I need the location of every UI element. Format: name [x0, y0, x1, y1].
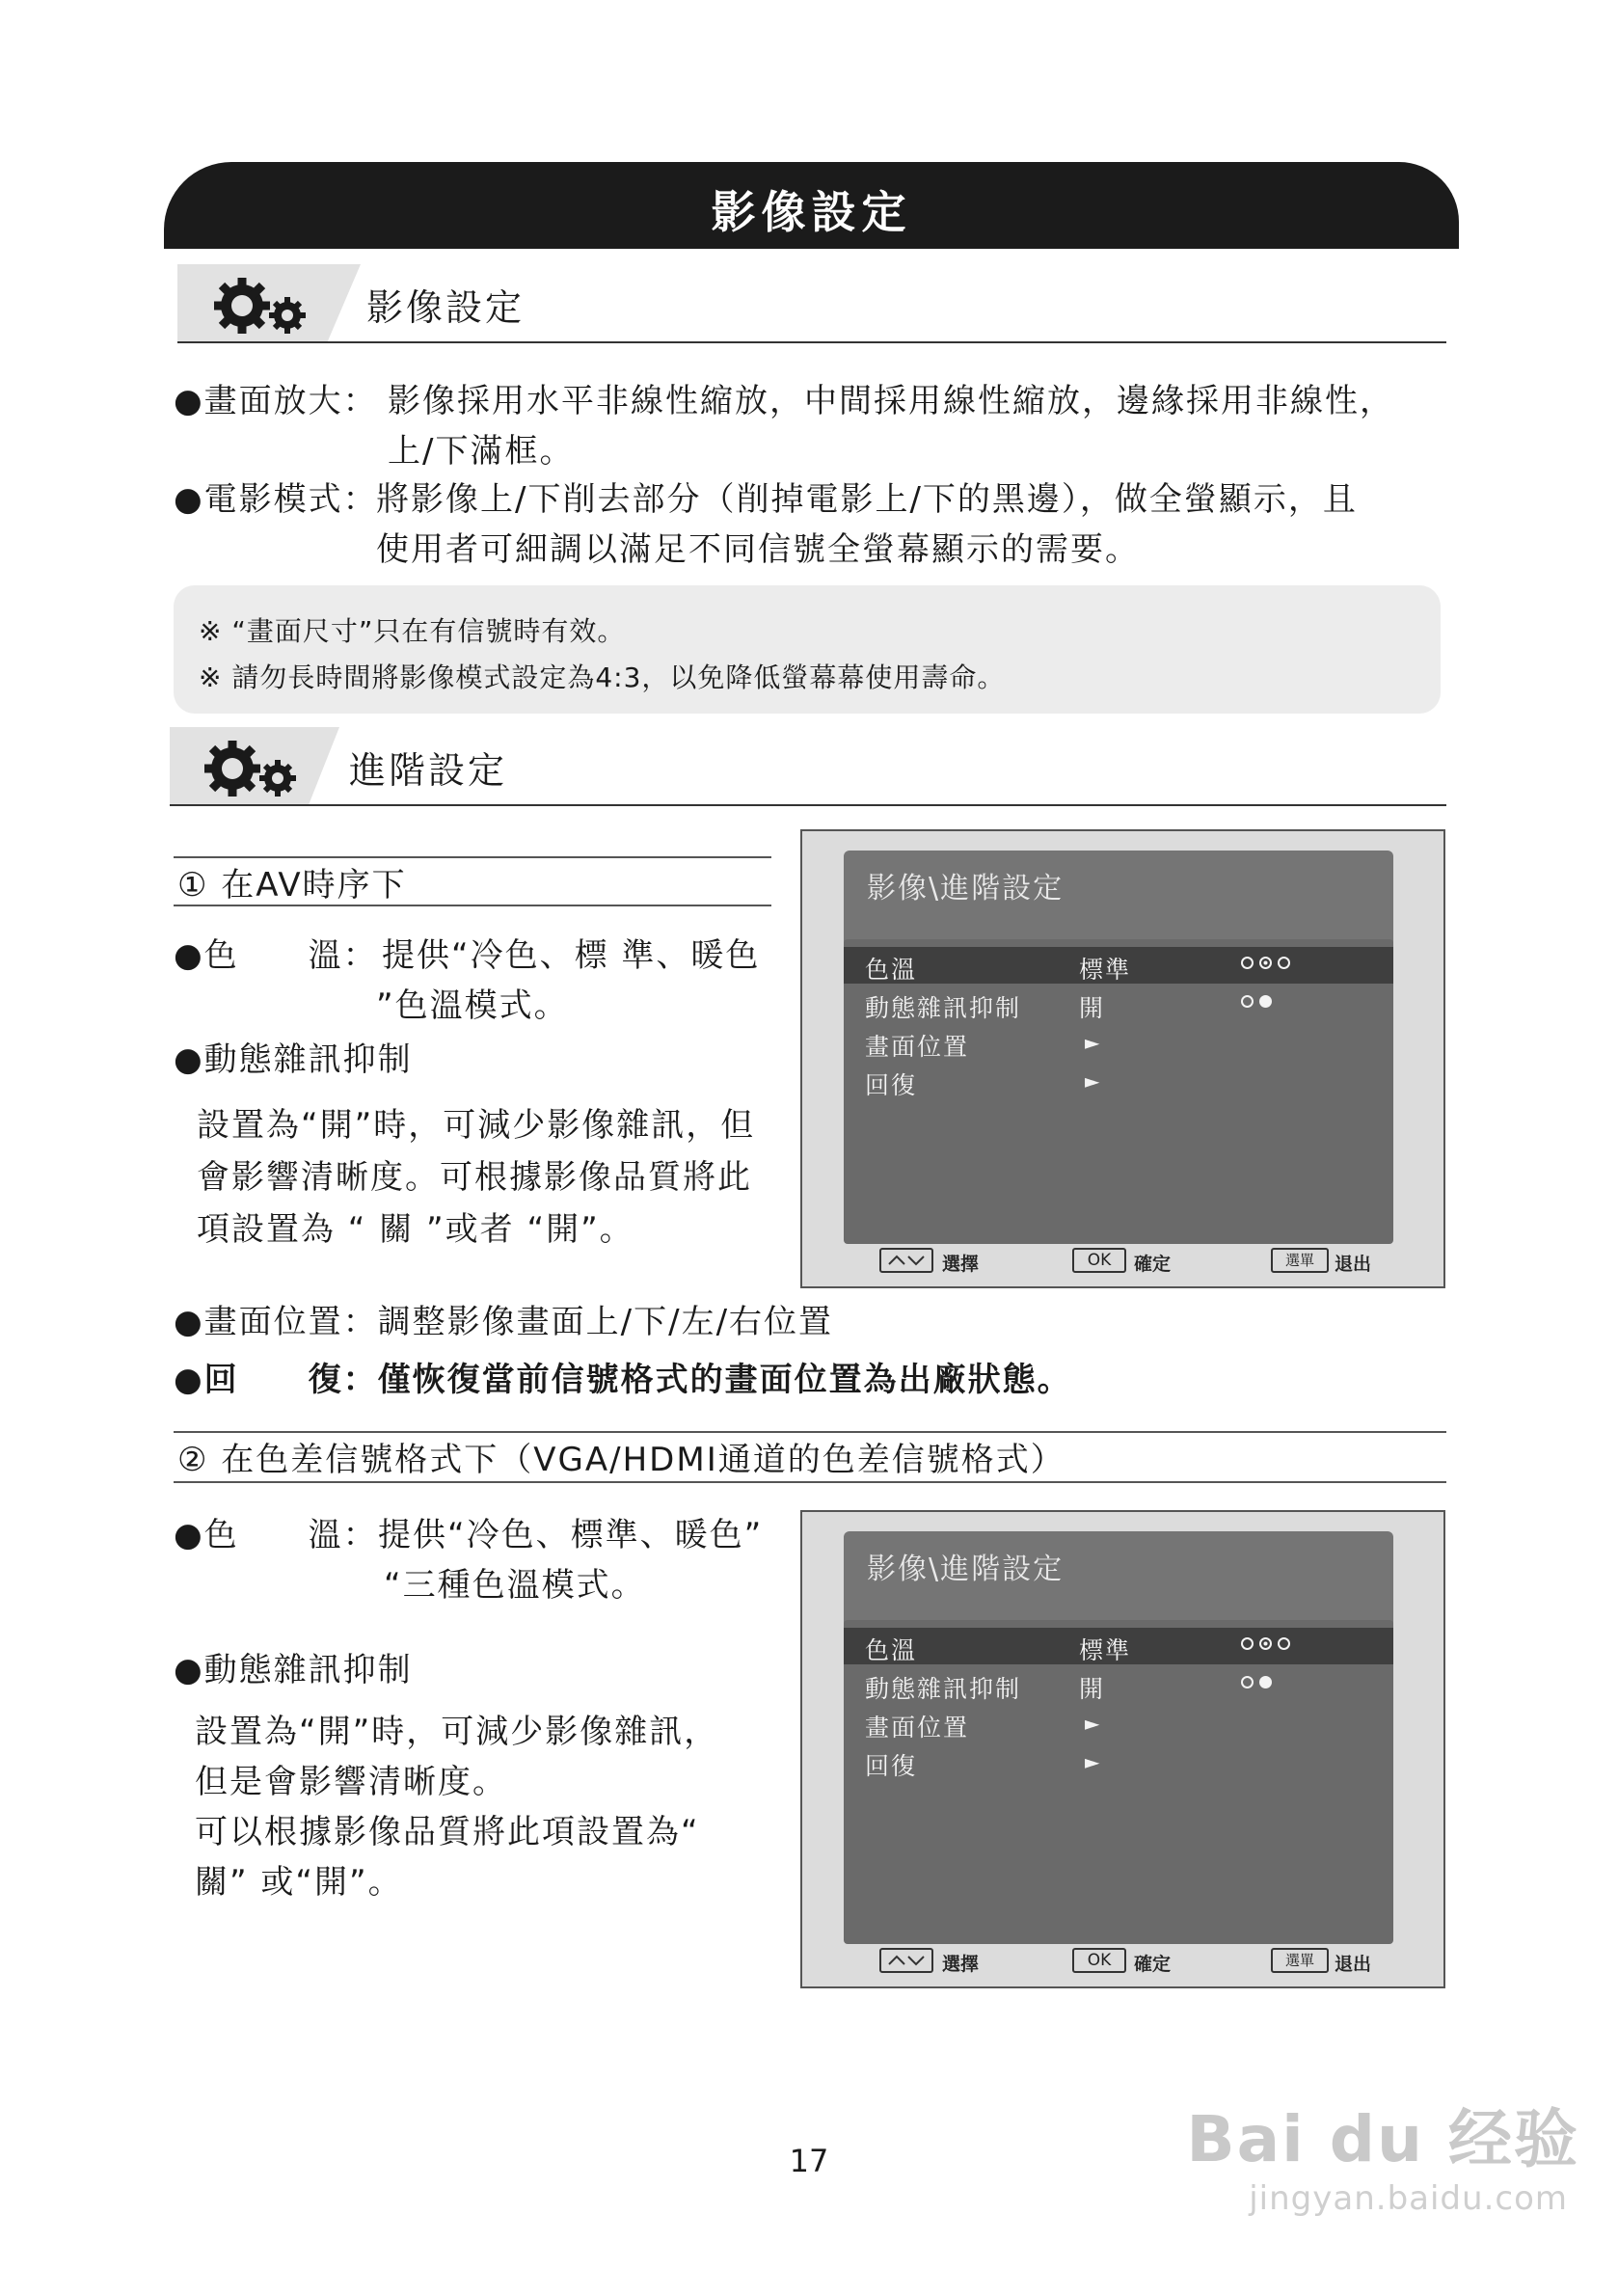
option-indicator: [1241, 1676, 1272, 1688]
osd-row-value: 開: [1079, 994, 1106, 1022]
footer-confirm-label: 確定: [1134, 1254, 1172, 1275]
osd-screenshot-component: [800, 1510, 1445, 1988]
osd-menu: [844, 1531, 1393, 1944]
dnr-line: 但是會影響清晰度。: [195, 1763, 507, 1801]
osd-row-position[interactable]: [844, 1024, 1393, 1061]
color-temp-label: ●色 溫：: [174, 1516, 378, 1554]
section-divider: [170, 804, 1446, 806]
divider: [174, 905, 771, 906]
page-banner: [164, 162, 1459, 249]
position-item: ●畫面位置：調整影像畫面上/下/左/右位置: [174, 1303, 834, 1341]
watermark-url: jingyan.baidu.com: [1249, 2179, 1568, 2218]
dnr-line: 關” 或“開”。: [195, 1863, 403, 1902]
osd-row-color-temp[interactable]: [844, 947, 1393, 984]
osd-row-position[interactable]: [844, 1705, 1393, 1742]
menu-key: 選單: [1271, 1248, 1329, 1273]
color-temp-line1: 提供“冷色、標 準、暖色: [382, 936, 761, 975]
footer-exit-label: 退出: [1335, 1954, 1372, 1975]
osd-title: 影像\進階設定: [867, 1553, 1065, 1586]
osd-footer: [802, 1248, 1443, 1277]
osd-title: 影像\進階設定: [867, 872, 1065, 905]
arrow-right-icon: ►: [1085, 1712, 1102, 1735]
color-temp-line1: 提供“冷色、標準、暖色”: [378, 1516, 764, 1554]
item-movie-line1: 將影像上/下削去部分（削掉電影上/下的黑邊），做全螢顯示，且: [376, 480, 1358, 519]
osd-row-dnr[interactable]: [844, 1666, 1393, 1703]
color-temp-label: ●色 溫：: [174, 936, 378, 975]
osd-menu: [844, 851, 1393, 1244]
watermark-logo: Bai du 经验: [1186, 2102, 1579, 2176]
osd-screenshot-av: [800, 829, 1445, 1288]
note-box: [174, 585, 1441, 714]
osd-row-name: 動態雜訊抑制: [865, 1675, 1022, 1703]
arrow-right-icon: ►: [1085, 1069, 1102, 1093]
gear-icon: [208, 272, 324, 339]
page-title: 影像設定: [711, 186, 912, 238]
ok-key: OK: [1072, 1948, 1126, 1973]
color-temp-line2: “三種色溫模式。: [384, 1566, 646, 1605]
dnr-line: 設置為“開”時，可減少影像雜訊，: [195, 1713, 719, 1751]
section-title: 進階設定: [349, 749, 508, 792]
footer-select-label: 選擇: [942, 1954, 980, 1975]
osd-row-name: 畫面位置: [865, 1033, 970, 1061]
section-header-image-settings: [177, 264, 1446, 343]
menu-key: 選單: [1271, 1948, 1329, 1973]
reset-item: ●回 復：僅恢復當前信號格式的畫面位置為出廠狀態。: [174, 1361, 1072, 1399]
osd-panel: [844, 939, 1393, 1244]
dnr-label: ●動態雜訊抑制: [174, 1040, 413, 1079]
item-zoom-line2: 上/下滿框。: [388, 432, 575, 471]
ok-key: OK: [1072, 1248, 1126, 1273]
subsection-heading-av: ① 在AV時序下: [177, 866, 407, 905]
item-zoom-line1: 影像採用水平非線性縮放，中間採用線性縮放，邊緣採用非線性，: [388, 382, 1394, 420]
arrow-right-icon: ►: [1085, 1750, 1102, 1773]
item-zoom-label: ●畫面放大：: [174, 382, 378, 420]
section-title: 影像設定: [366, 286, 526, 329]
dnr-line: 設置為“開”時，可減少影像雜訊，但: [197, 1106, 756, 1145]
osd-row-name: 回復: [865, 1752, 918, 1780]
subsection-heading-component: ② 在色差信號格式下（VGA/HDMI通道的色差信號格式）: [177, 1441, 1065, 1479]
footer-confirm-label: 確定: [1134, 1954, 1172, 1975]
osd-row-name: 色溫: [865, 1636, 918, 1664]
osd-row-name: 色溫: [865, 956, 918, 984]
osd-row-reset[interactable]: [844, 1063, 1393, 1099]
color-temp-line2: ”色溫模式。: [376, 986, 569, 1025]
osd-row-name: 動態雜訊抑制: [865, 994, 1022, 1022]
osd-row-name: 畫面位置: [865, 1714, 970, 1742]
dnr-label: ●動態雜訊抑制: [174, 1651, 413, 1689]
note-line: ※ “畫面尺寸”只在有信號時有效。: [199, 615, 626, 647]
item-movie-label: ●電影模式：: [174, 480, 378, 519]
footer-exit-label: 退出: [1335, 1254, 1372, 1275]
osd-panel: [844, 1620, 1393, 1944]
osd-row-value: 標準: [1079, 956, 1132, 984]
option-indicator: [1241, 995, 1272, 1008]
item-movie-line2: 使用者可細調以滿足不同信號全螢幕顯示的需要。: [376, 530, 1140, 569]
gear-icon: [199, 735, 314, 802]
note-line: ※ 請勿長時間將影像模式設定為4:3，以免降低螢幕幕使用壽命。: [199, 662, 1006, 693]
osd-row-value: 開: [1079, 1675, 1106, 1703]
dnr-line: 可以根據影像品質將此項設置為“: [195, 1813, 700, 1851]
option-indicator: [1241, 957, 1290, 969]
arrow-right-icon: ►: [1085, 1031, 1102, 1054]
osd-row-reset[interactable]: [844, 1743, 1393, 1780]
option-indicator: [1241, 1637, 1290, 1650]
dnr-line: 會影響清晰度。可根據影像品質將此: [197, 1158, 752, 1197]
updown-key-icon: [879, 1948, 933, 1973]
osd-row-value: 標準: [1079, 1636, 1132, 1664]
updown-key-icon: [879, 1248, 933, 1273]
section-header-advanced: [170, 727, 1446, 806]
footer-select-label: 選擇: [942, 1254, 980, 1275]
dnr-line: 項設置為 “ 關 ”或者 “開”。: [197, 1210, 634, 1249]
osd-footer: [802, 1948, 1443, 1977]
divider: [174, 1481, 1446, 1483]
osd-row-dnr[interactable]: [844, 986, 1393, 1022]
osd-row-color-temp[interactable]: [844, 1628, 1393, 1664]
osd-row-name: 回復: [865, 1071, 918, 1099]
section-divider: [177, 341, 1446, 343]
page-number: 17: [789, 2143, 829, 2179]
